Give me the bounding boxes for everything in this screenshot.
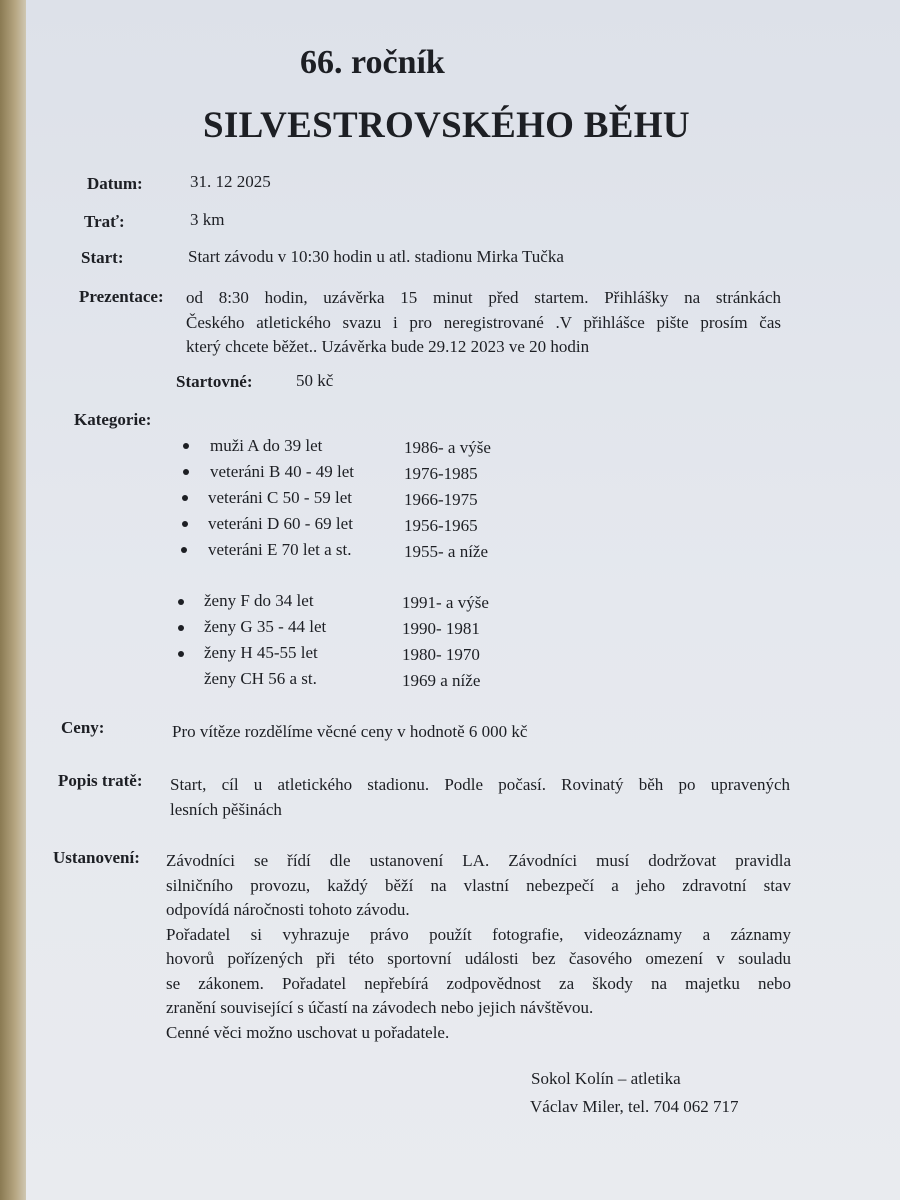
startovne-value: 50 kč bbox=[296, 371, 334, 390]
category-name: muži A do 39 let bbox=[210, 436, 323, 455]
start-label: Start: bbox=[81, 248, 124, 267]
bullet-icon bbox=[178, 625, 184, 631]
category-name: veteráni E 70 let a st. bbox=[208, 540, 352, 559]
category-years: 1956-1965 bbox=[404, 516, 478, 535]
popis-text bbox=[170, 773, 790, 822]
ustanoveni-text bbox=[166, 849, 791, 1045]
bullet-icon bbox=[182, 495, 188, 501]
ustanoveni-line: silničního provozu, každý běží na vlastní nebezpečí a jeho zdravotní stav bbox=[166, 875, 791, 895]
bullet-icon bbox=[182, 521, 188, 527]
bullet-icon bbox=[178, 651, 184, 657]
category-years: 1969 a níže bbox=[402, 671, 481, 690]
ustanoveni-line: se zákonem. Pořadatel nepřebírá zodpovědnost za škody na majetku nebo bbox=[166, 973, 791, 993]
kategorie-label: Kategorie: bbox=[74, 410, 152, 429]
category-name: veteráni B 40 - 49 let bbox=[210, 462, 354, 481]
popis-label: Popis tratě: bbox=[58, 771, 143, 790]
category-name: veteráni D 60 - 69 let bbox=[208, 514, 353, 533]
prezentace-text bbox=[186, 286, 781, 360]
bullet-icon bbox=[183, 469, 189, 475]
trat-label: Trať: bbox=[84, 212, 125, 231]
category-years: 1990- 1981 bbox=[402, 619, 480, 638]
datum-label: Datum: bbox=[87, 174, 143, 193]
category-years: 1955- a níže bbox=[404, 542, 489, 561]
startovne-label: Startovné: bbox=[176, 372, 253, 391]
ceny-value: Pro vítěze rozdělíme věcné ceny v hodnotě 6 000 kč bbox=[172, 722, 528, 741]
bullet-icon bbox=[183, 443, 189, 449]
ustanoveni-line: hovorů pořízených při této sportovní události bez časového omezení v souladu bbox=[166, 949, 791, 968]
category-name: ženy G 35 - 44 let bbox=[204, 617, 327, 636]
prezentace-line: který chcete běžet.. Uzávěrka bude 29.12 2023 ve 20 hodin bbox=[186, 337, 590, 356]
ustanoveni-line: Pořadatel si vyhrazuje právo použít fotografie, videozáznamy a záznamy bbox=[166, 924, 791, 944]
signature-contact: Václav Miler, tel. 704 062 717 bbox=[530, 1097, 739, 1116]
popis-line: Start, cíl u atletického stadionu. Podle počasí. Rovinatý běh po upravených bbox=[170, 775, 790, 794]
datum-value: 31. 12 2025 bbox=[190, 172, 271, 191]
signature-org: Sokol Kolín – atletika bbox=[531, 1069, 681, 1088]
trat-value: 3 km bbox=[190, 210, 225, 229]
category-years: 1976-1985 bbox=[404, 464, 478, 483]
start-value: Start závodu v 10:30 hodin u atl. stadionu Mirka Tučka bbox=[188, 247, 564, 266]
category-name: ženy F do 34 let bbox=[204, 591, 314, 610]
edition-heading: 66. ročník bbox=[300, 44, 445, 81]
category-years: 1966-1975 bbox=[404, 490, 478, 509]
category-years: 1991- a výše bbox=[402, 593, 489, 612]
prezentace-label: Prezentace: bbox=[79, 287, 164, 306]
popis-line: lesních pěšinách bbox=[170, 799, 282, 819]
ceny-label: Ceny: bbox=[61, 718, 105, 737]
ustanoveni-line: zranění související s účastí na závodech nebo jejich návštěvou. bbox=[166, 998, 594, 1017]
ustanoveni-line: Závodníci se řídí dle ustanovení LA. Závodníci musí dodržovat pravidla bbox=[166, 851, 791, 870]
category-years: 1980- 1970 bbox=[402, 645, 480, 664]
ustanoveni-label: Ustanovení: bbox=[53, 848, 140, 867]
bullet-icon bbox=[178, 599, 184, 605]
ustanoveni-line: Cenné věci možno uschovat u pořadatele. bbox=[166, 1022, 450, 1042]
category-name: ženy H 45-55 let bbox=[204, 643, 318, 662]
category-name: ženy CH 56 a st. bbox=[204, 669, 317, 688]
category-name: veteráni C 50 - 59 let bbox=[208, 488, 352, 507]
prezentace-line: od 8:30 hodin, uzávěrka 15 minut před startem. Přihlášky na stránkách bbox=[186, 288, 781, 307]
race-title: SILVESTROVSKÉHO BĚHU bbox=[203, 105, 690, 146]
bullet-icon bbox=[181, 547, 187, 553]
category-years: 1986- a výše bbox=[404, 438, 491, 457]
ustanoveni-line: odpovídá náročnosti tohoto závodu. bbox=[166, 900, 410, 919]
desk-edge bbox=[0, 0, 26, 1200]
prezentace-line: Českého atletického svazu i pro neregistrované .V přihlášce pište prosím čas bbox=[186, 312, 781, 332]
